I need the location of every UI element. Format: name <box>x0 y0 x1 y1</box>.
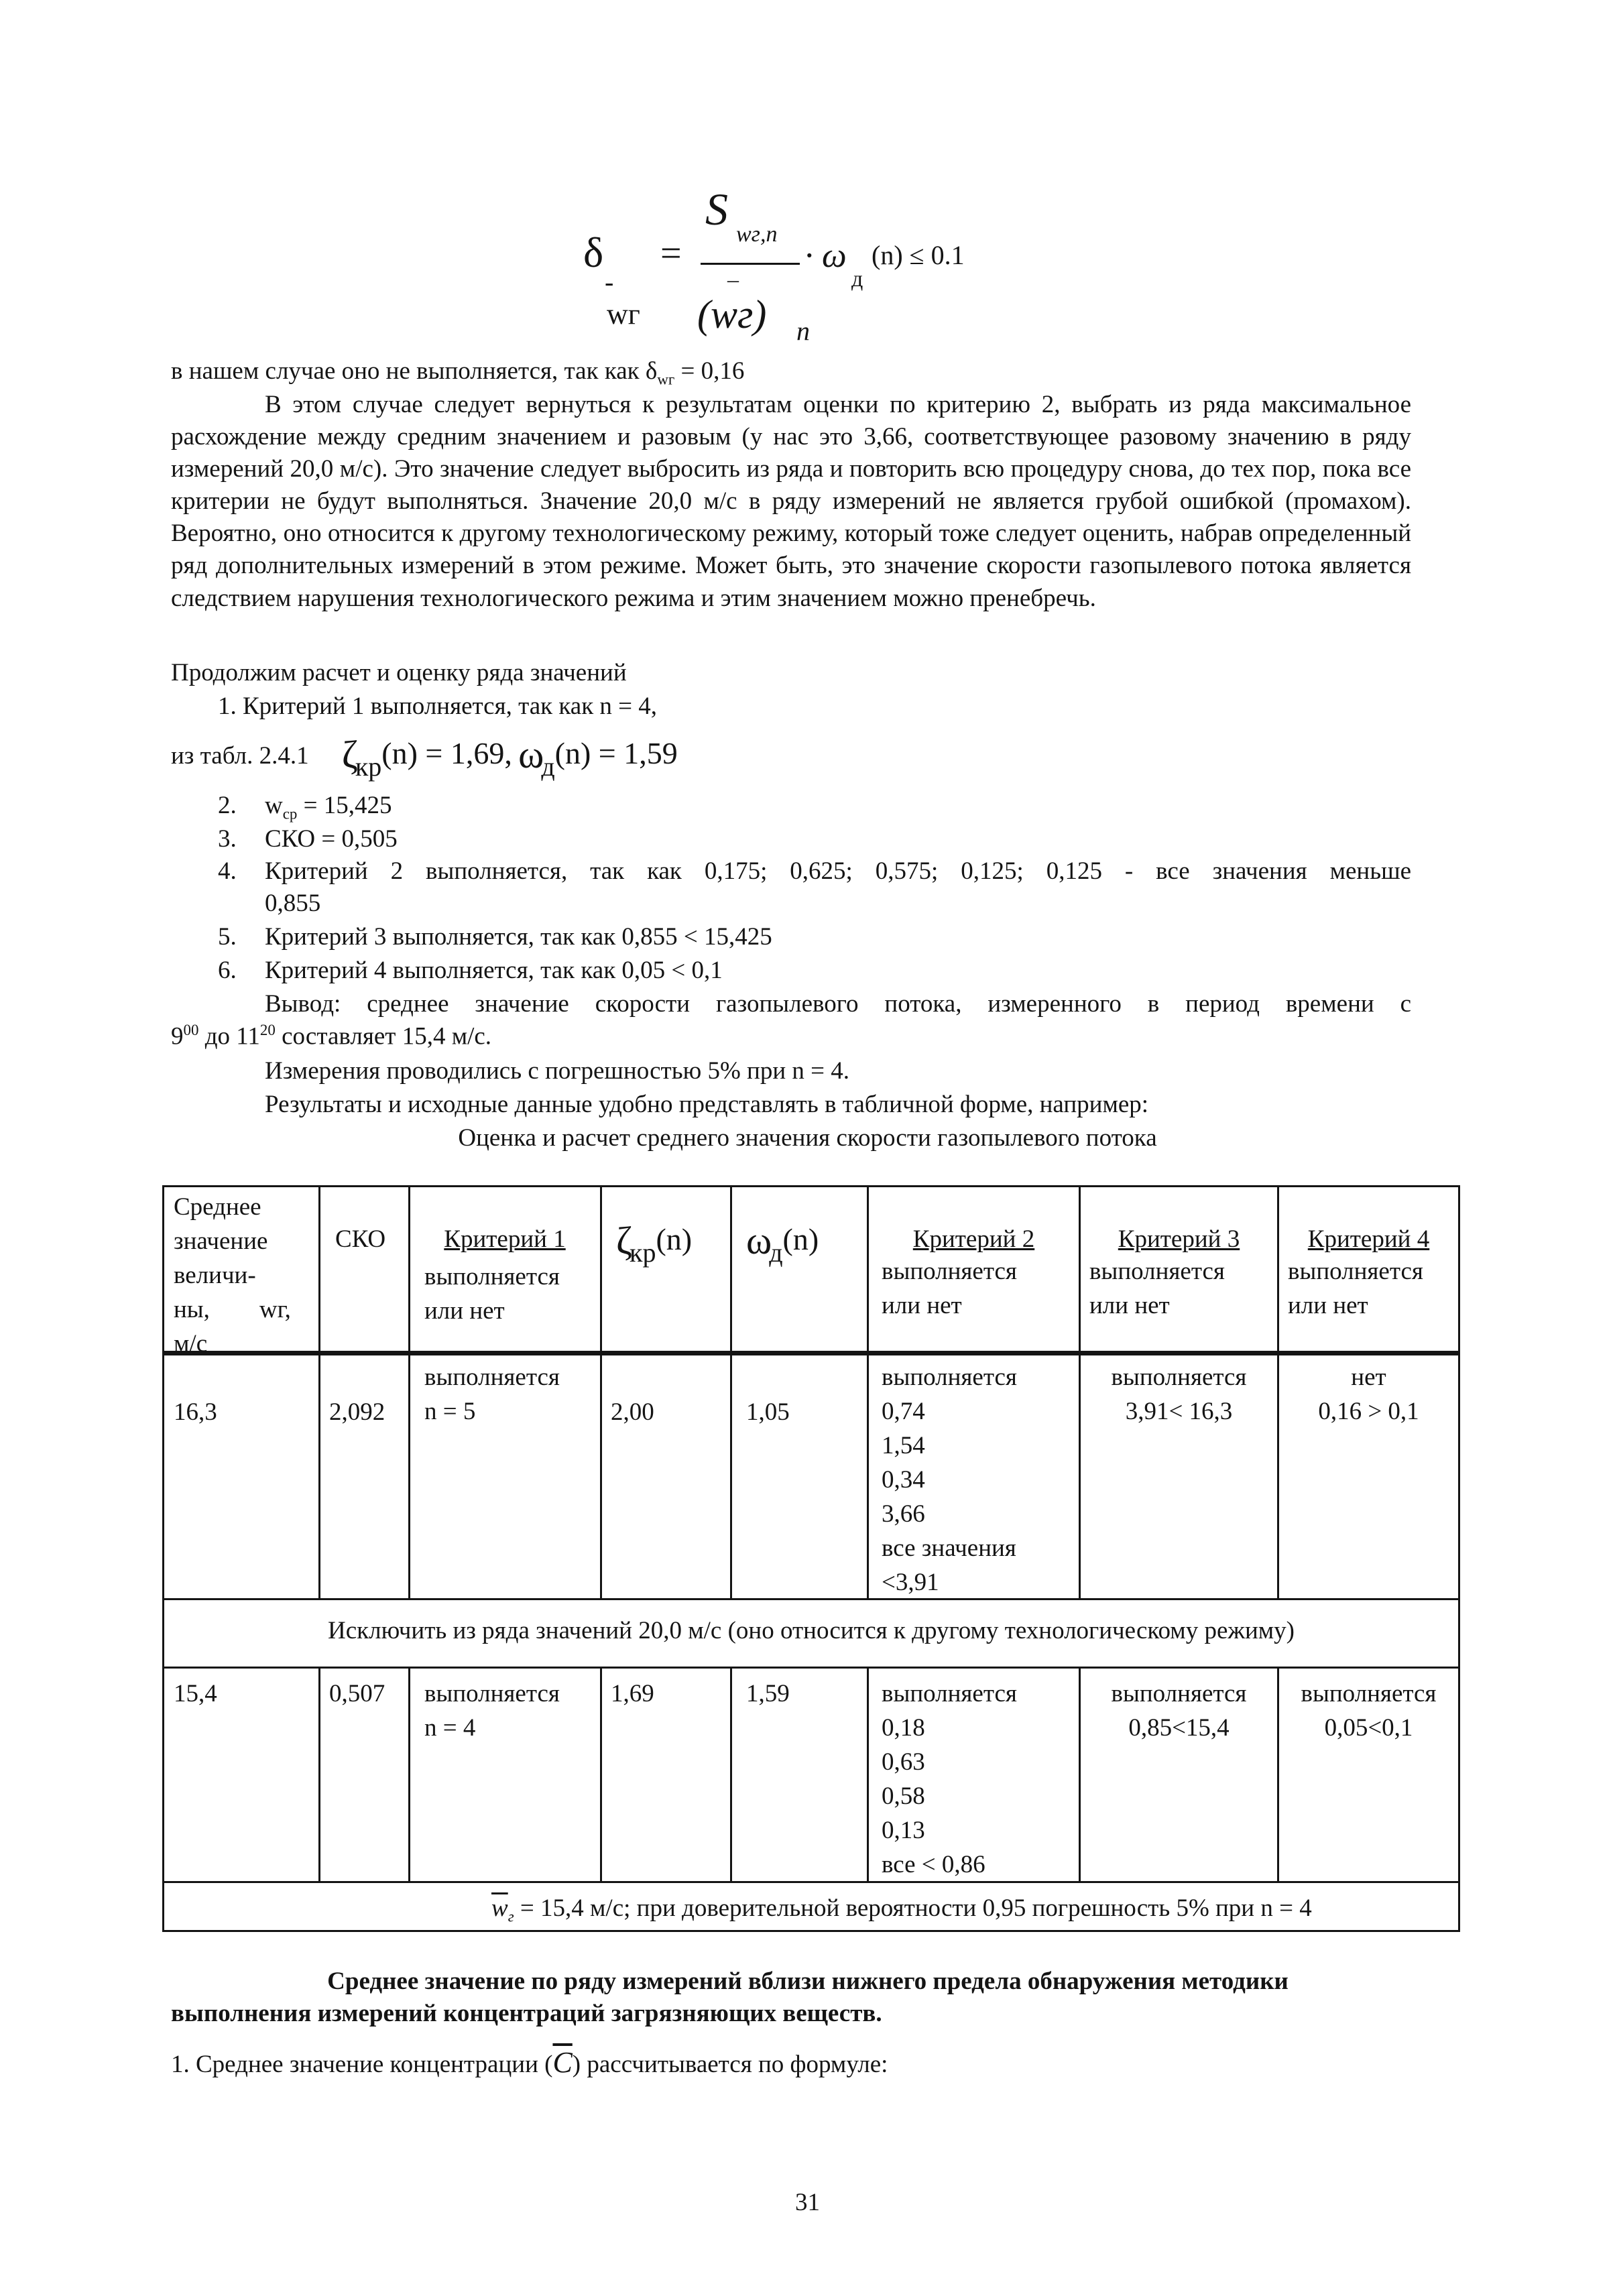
header-k2-title: Критерий 2 <box>912 1225 1035 1253</box>
row1-k2: выполняется 0,74 1,54 0,34 3,66 все значения <3,91 <box>882 1364 1017 1596</box>
list-item-1-values: из табл. 2.4.1 ζкр(n) = 1,69, ωд(n) = 1,59 <box>171 733 678 782</box>
formula-delta <box>0 0 1615 375</box>
header-k1-sub: выполняется или нет <box>424 1263 560 1325</box>
header-k4-title: Критерий 4 <box>1307 1225 1430 1253</box>
header-omega: ωд(n) <box>746 1219 819 1268</box>
header-k3-sub: выполняется или нет <box>1089 1258 1225 1319</box>
delta-symbol: δ <box>583 229 604 276</box>
row-divider <box>164 1598 1458 1600</box>
header-divider <box>164 1351 1458 1355</box>
col-divider <box>600 1187 602 1598</box>
formula-rest: (n) ≤ 0.1 <box>872 240 965 270</box>
col-divider <box>318 1667 320 1881</box>
denominator: (wг) <box>697 292 767 337</box>
col-divider <box>867 1667 869 1881</box>
row1-sko: 2,092 <box>329 1398 385 1426</box>
table-footer: $\overline{w}_г = 15,4$ м/с; при доверительной вероятности 0,95 погрешность 5% при n = 4 <box>491 1894 1312 1925</box>
list-item-1: 1. Критерий 1 выполняется, так как n = 4, <box>218 692 658 720</box>
row1-k3: выполняется 3,91< 16,3 <box>1111 1364 1247 1425</box>
accuracy-line: Измерения проводились с погрешностью 5% при n = 4. <box>265 1057 850 1085</box>
header-k4-sub: выполняется или нет <box>1288 1258 1423 1319</box>
row2-sko: 0,507 <box>329 1680 385 1707</box>
list-item-2-num: 2. <box>218 792 237 819</box>
row1-k1: выполняется n = 5 <box>424 1364 560 1425</box>
table-intro-line: Результаты и исходные данные удобно представлять в табличной форме, например: <box>265 1091 1149 1118</box>
row2-mean: 15,4 <box>174 1680 217 1707</box>
intro-line: в нашем случае оно не выполняется, так как $\delta_{wг} = 0,16$ <box>171 357 745 388</box>
col-divider <box>600 1667 602 1881</box>
row2-k4: выполняется 0,05<0,1 <box>1301 1680 1437 1742</box>
header-k2-sub: выполняется или нет <box>882 1258 1017 1319</box>
numerator-s: S <box>705 184 728 235</box>
row2-zeta: 1,69 <box>611 1680 654 1707</box>
list-item-2: $w_{ср} = 15,425$ <box>265 792 392 823</box>
fraction-bar <box>701 263 800 265</box>
list-item-3: СКО = 0,505 <box>265 825 398 853</box>
row-divider <box>164 1667 1458 1669</box>
col-divider <box>730 1187 732 1598</box>
delta-subscript: wг <box>607 298 640 330</box>
omega-symbol: · ω <box>804 237 847 275</box>
list-item-4: Критерий 2 выполняется, так как 0,175; 0,625; 0,575; 0,125; 0,125 - все значения меньше <box>265 857 1411 885</box>
list-item-6: Критерий 4 выполняется, так как 0,05 < 0,1 <box>265 957 723 984</box>
mean-bar: – <box>727 267 739 292</box>
row1-k4: нет 0,16 > 0,1 <box>1318 1364 1419 1425</box>
numerator-subscript: wг,n <box>736 222 778 247</box>
list-item-6-num: 6. <box>218 957 237 984</box>
header-sko: СКО <box>335 1225 386 1253</box>
page-number: 31 <box>795 2189 820 2216</box>
denominator-subscript: n <box>796 316 810 346</box>
list-item-4-num: 4. <box>218 857 237 885</box>
last-line: 1. Среднее значение концентрации $(\overline{C})$ рассчитывается по формуле: <box>171 2046 888 2079</box>
omega-subscript: д <box>851 267 863 292</box>
list-item-3-num: 3. <box>218 825 237 853</box>
row2-k1: выполняется n = 4 <box>424 1680 560 1742</box>
list-item-4-cont: 0,855 <box>265 890 321 917</box>
row1-omega: 1,05 <box>746 1398 790 1426</box>
conclusion-line-1: Вывод: среднее значение скорости газопылевого потока, измеренного в период времени с <box>265 990 1411 1018</box>
header-k1-title: Критерий 1 <box>444 1225 566 1253</box>
paragraph-1: В этом случае следует вернуться к результатам оценки по критерию 2, выбрать из ряда максимальное расхождение между средним значением и разовым (у нас это 3,66, соответствующее разовому значению в ряду измерений 20,0 м/с). Это значение следует выбросить из ряда и повторить всю процедуру снова, до тех пор, пока все критерии не будут выполняться. Значение 20,0 м/с в ряду измерений не является грубой ошибкой (промахом). Вероятно, оно относится к другому технологическому режиму, который тоже следует оценить, набрав определенный ряд дополнительных измерений в этом режиме. Может быть, это значение скорости газопылевого потока является следствием нарушения технологического режима и этим значением можно пренебречь. <box>171 391 1411 612</box>
continue-line: Продолжим расчет и оценку ряда значений <box>171 659 627 686</box>
row2-k2: выполняется 0,18 0,63 0,58 0,13 все < 0,86 <box>882 1680 1017 1878</box>
row2-omega: 1,59 <box>746 1680 790 1707</box>
results-table <box>162 1185 1460 1932</box>
col-divider <box>408 1667 410 1881</box>
header-mean: Среднее значение величи- ны, wг, м/с <box>174 1193 291 1357</box>
list-item-5: Критерий 3 выполняется, так как 0,855 < 15,425 <box>265 923 772 951</box>
table-title: Оценка и расчет среднего значения скорости газопылевого потока <box>458 1124 1157 1152</box>
row-divider <box>164 1881 1458 1883</box>
header-k3-title: Критерий 3 <box>1118 1225 1240 1253</box>
row1-zeta: 2,00 <box>611 1398 654 1426</box>
row1-mean: 16,3 <box>174 1398 217 1426</box>
col-divider <box>730 1667 732 1881</box>
list-item-5-num: 5. <box>218 923 237 951</box>
conclusion-line-2: $9^{00}$ до $11^{20}$ составляет 15,4 м/с. <box>171 1022 492 1050</box>
header-zeta: ζкр(n) <box>616 1219 693 1268</box>
equals-sign: = <box>660 233 682 274</box>
delta-dash: - <box>605 267 614 297</box>
row2-k3: выполняется 0,85<15,4 <box>1111 1680 1247 1742</box>
section-heading: Среднее значение по ряду измерений вблизи нижнего предела обнаружения методики выполнения измерений концентраций загрязняющих веществ. <box>171 1968 1289 2028</box>
col-divider <box>318 1187 320 1598</box>
exclude-row: Исключить из ряда значений 20,0 м/с (оно относится к другому технологическому режиму) <box>327 1617 1295 1644</box>
